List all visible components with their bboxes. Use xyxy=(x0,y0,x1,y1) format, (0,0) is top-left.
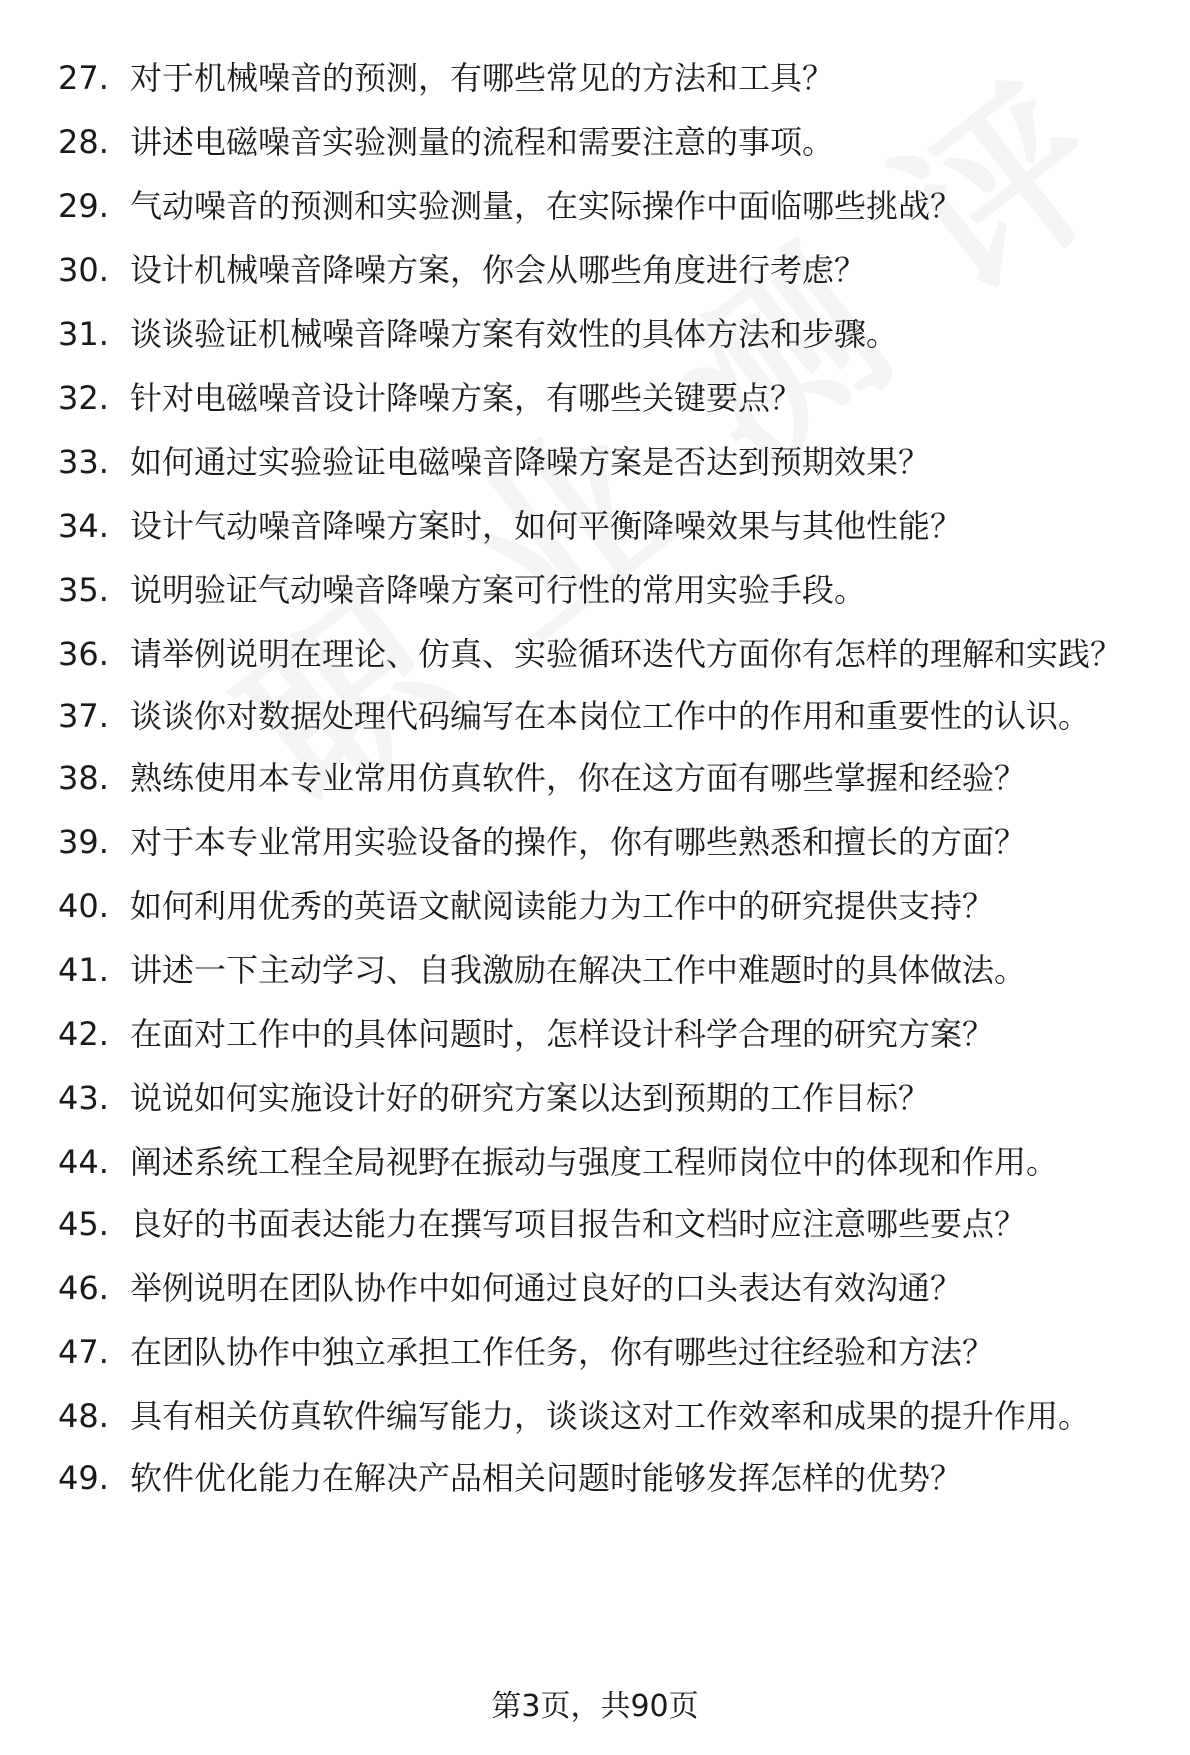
question-number: 29. xyxy=(58,187,109,225)
question-text: 气动噪音的预测和实验测量，在实际操作中面临哪些挑战？ xyxy=(130,187,963,225)
question-item xyxy=(58,1074,1148,1122)
question-text: 请举例说明在理论、仿真、实验循环迭代方面你有怎样的理解和实践？ xyxy=(130,635,1123,673)
question-item xyxy=(58,1264,1148,1312)
page-number-footer: 第3页，共90页 xyxy=(491,1689,699,1724)
question-text: 举例说明在团队协作中如何通过良好的口头表达有效沟通？ xyxy=(130,1269,963,1307)
question-number: 34. xyxy=(58,507,109,545)
question-item xyxy=(58,182,1148,230)
question-number: 49. xyxy=(58,1459,109,1497)
question-text: 设计气动噪音降噪方案时，如何平衡降噪效果与其他性能？ xyxy=(130,507,963,545)
question-item xyxy=(58,54,1148,102)
question-list xyxy=(58,54,1148,1518)
question-item xyxy=(58,692,1148,740)
question-number: 27. xyxy=(58,59,109,97)
question-number: 41. xyxy=(58,951,109,989)
question-text: 对于机械噪音的预测，有哪些常见的方法和工具？ xyxy=(130,59,835,97)
question-item xyxy=(58,246,1148,294)
question-number: 39. xyxy=(58,823,109,861)
question-item xyxy=(58,946,1148,994)
question-number: 36. xyxy=(58,635,109,673)
question-number: 43. xyxy=(58,1079,109,1117)
question-item xyxy=(58,818,1148,866)
question-text: 如何利用优秀的英语文献阅读能力为工作中的研究提供支持？ xyxy=(130,887,995,925)
question-item xyxy=(58,1010,1148,1058)
question-number: 48. xyxy=(58,1397,109,1435)
question-number: 32. xyxy=(58,379,109,417)
question-number: 42. xyxy=(58,1015,109,1053)
question-number: 31. xyxy=(58,315,109,353)
question-number: 37. xyxy=(58,697,109,735)
question-item xyxy=(58,882,1148,930)
question-item xyxy=(58,1454,1148,1502)
question-text: 阐述系统工程全局视野在振动与强度工程师岗位中的体现和作用。 xyxy=(130,1143,1059,1181)
question-text: 良好的书面表达能力在撰写项目报告和文档时应注意哪些要点？ xyxy=(130,1205,1027,1243)
question-text: 熟练使用本专业常用仿真软件，你在这方面有哪些掌握和经验？ xyxy=(130,759,1027,797)
question-text: 说明验证气动噪音降噪方案可行性的常用实验手段。 xyxy=(130,571,867,609)
question-item xyxy=(58,374,1148,422)
question-item xyxy=(58,118,1148,166)
question-text: 在团队协作中独立承担工作任务，你有哪些过往经验和方法？ xyxy=(130,1333,995,1371)
question-text: 在面对工作中的具体问题时，怎样设计科学合理的研究方案？ xyxy=(130,1015,995,1053)
question-text: 如何通过实验验证电磁噪音降噪方案是否达到预期效果？ xyxy=(130,443,931,481)
question-number: 38. xyxy=(58,759,109,797)
question-number: 35. xyxy=(58,571,109,609)
question-text: 说说如何实施设计好的研究方案以达到预期的工作目标？ xyxy=(130,1079,931,1117)
question-number: 47. xyxy=(58,1333,109,1371)
question-number: 33. xyxy=(58,443,109,481)
question-item xyxy=(58,1200,1148,1248)
question-number: 30. xyxy=(58,251,109,289)
question-text: 谈谈验证机械噪音降噪方案有效性的具体方法和步骤。 xyxy=(130,315,899,353)
question-item xyxy=(58,566,1148,614)
question-item xyxy=(58,310,1148,358)
question-text: 对于本专业常用实验设备的操作，你有哪些熟悉和擅长的方面？ xyxy=(130,823,1027,861)
question-text: 设计机械噪音降噪方案，你会从哪些角度进行考虑？ xyxy=(130,251,867,289)
question-number: 28. xyxy=(58,123,109,161)
question-number: 45. xyxy=(58,1205,109,1243)
question-number: 46. xyxy=(58,1269,109,1307)
question-item xyxy=(58,1328,1148,1376)
question-number: 44. xyxy=(58,1143,109,1181)
question-item xyxy=(58,754,1148,802)
question-item xyxy=(58,438,1148,486)
question-text: 讲述电磁噪音实验测量的流程和需要注意的事项。 xyxy=(130,123,835,161)
question-item xyxy=(58,630,1148,678)
question-text: 谈谈你对数据处理代码编写在本岗位工作中的作用和重要性的认识。 xyxy=(130,697,1091,735)
question-text: 针对电磁噪音设计降噪方案，有哪些关键要点？ xyxy=(130,379,803,417)
question-item xyxy=(58,1138,1148,1186)
question-number: 40. xyxy=(58,887,109,925)
question-text: 软件优化能力在解决产品相关问题时能够发挥怎样的优势？ xyxy=(130,1459,963,1497)
question-item xyxy=(58,1392,1148,1440)
question-text: 讲述一下主动学习、自我激励在解决工作中难题时的具体做法。 xyxy=(130,951,1027,989)
question-item xyxy=(58,502,1148,550)
question-text: 具有相关仿真软件编写能力，谈谈这对工作效率和成果的提升作用。 xyxy=(130,1397,1091,1435)
